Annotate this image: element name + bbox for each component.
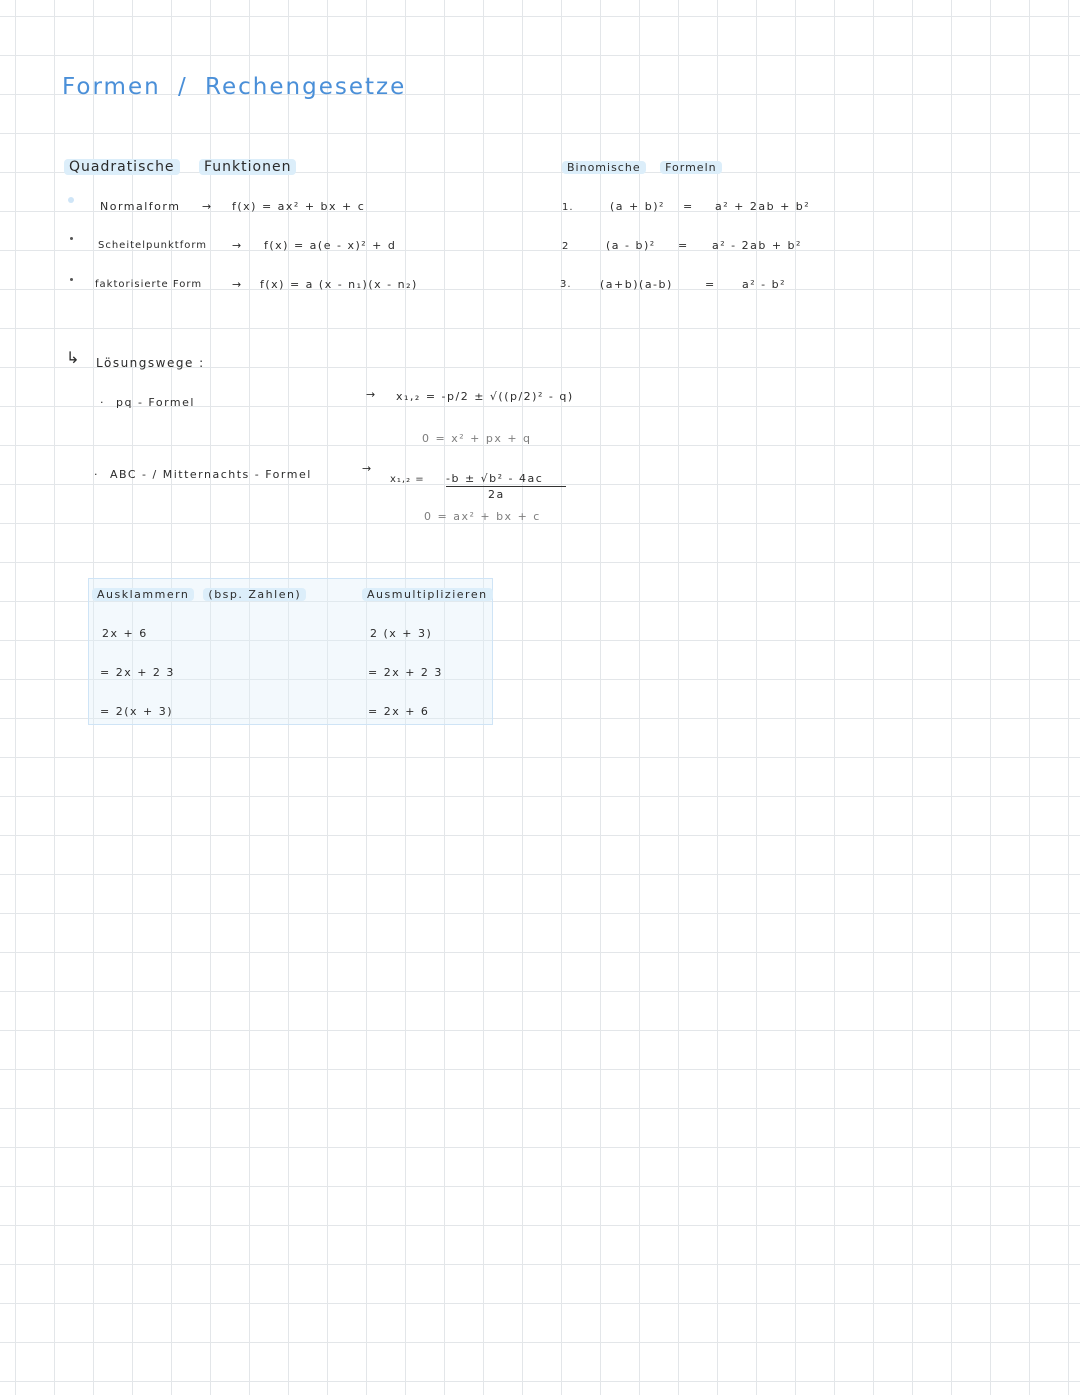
quad-arrow-2: → — [232, 278, 243, 291]
binom-eq-2: = — [705, 278, 716, 291]
page-title — [62, 74, 406, 100]
abc-denominator: 2a — [488, 488, 505, 501]
quad-label-0: Normalform — [100, 200, 181, 213]
quad-formula-0: f(x) = ax² + bx + c — [232, 200, 366, 213]
ausklammern-title: Ausklammern — [92, 588, 194, 601]
quad-label-1: Scheitelpunktform — [98, 240, 208, 251]
binom-num-0: 1. — [562, 202, 574, 213]
quad-arrow-0: → — [202, 200, 213, 213]
ausmultiplizieren-heading — [362, 588, 493, 601]
binom-rhs-2: a² - b² — [742, 278, 787, 291]
return-arrow-icon: ↳ — [66, 348, 80, 367]
ausmultiplizieren-title: Ausmultiplizieren — [362, 588, 493, 601]
bullet — [68, 197, 74, 203]
abc-numerator: -b ± √b² - 4ac — [446, 472, 544, 485]
quad-label-2: faktorisierte Form — [95, 279, 203, 290]
pq-sub: 0 = x² + px + q — [422, 432, 532, 445]
ausmultiplizieren-line-0: 2 (x + 3) — [370, 627, 433, 640]
pq-label-text: pq - Formel — [116, 396, 195, 409]
quad-formula-2: f(x) = a (x - n₁)(x - n₂) — [260, 278, 418, 291]
ausklammern-heading — [92, 588, 306, 601]
quad-formula-1: f(x) = a(e - x)² + d — [264, 239, 397, 252]
ausklammern-line-2: = 2(x + 3) — [100, 705, 174, 718]
pq-formula: x₁,₂ = -p/2 ± √((p/2)² - q) — [396, 390, 574, 403]
title-separator: / — [177, 74, 188, 100]
binom-heading-b: Formeln — [660, 161, 722, 174]
ausklammern-note: (bsp. Zahlen) — [203, 588, 306, 601]
bullet-dot: · — [94, 468, 99, 481]
ausmultiplizieren-line-2: = 2x + 6 — [368, 705, 430, 718]
title-right: Rechengesetze — [205, 74, 407, 100]
binom-num-1: 2 — [562, 241, 570, 252]
binom-num-2: 3. — [560, 279, 572, 290]
binom-lhs-0: (a + b)² — [610, 200, 665, 213]
quad-arrow-1: → — [232, 239, 243, 252]
pq-arrow: → — [366, 388, 377, 401]
ausklammern-line-1: = 2x + 2 3 — [100, 666, 175, 679]
binom-eq-0: = — [683, 200, 694, 213]
ausklammern-line-0: 2x + 6 — [102, 627, 148, 640]
abc-sub: 0 = ax² + bx + c — [424, 510, 541, 523]
binom-rhs-0: a² + 2ab + b² — [715, 200, 811, 213]
binom-lhs-2: (a+b)(a-b) — [600, 278, 673, 291]
ausmultiplizieren-line-1: = 2x + 2 3 — [368, 666, 443, 679]
abc-label-text: ABC - / Mitternachts - Formel — [110, 468, 312, 481]
pq-label — [100, 396, 195, 409]
binom-eq-1: = — [678, 239, 689, 252]
abc-fraction-line — [446, 486, 566, 487]
bullet — [70, 278, 73, 281]
quad-heading-b: Funktionen — [199, 159, 296, 175]
binom-lhs-1: (a - b)² — [606, 239, 656, 252]
quad-heading-a: Quadratische — [64, 159, 180, 175]
loesung-label: Lösungswege : — [96, 356, 205, 370]
abc-label — [94, 468, 312, 481]
binom-heading-a: Binomische — [562, 161, 646, 174]
binom-rhs-1: a² - 2ab + b² — [712, 239, 802, 252]
binom-heading — [562, 161, 722, 174]
quad-heading — [64, 159, 296, 175]
bullet-dot: · — [100, 396, 105, 409]
title-left: Formen — [62, 74, 161, 100]
bullet — [70, 237, 73, 240]
abc-lhs: x₁,₂ = — [390, 474, 425, 485]
abc-arrow: → — [362, 462, 373, 475]
